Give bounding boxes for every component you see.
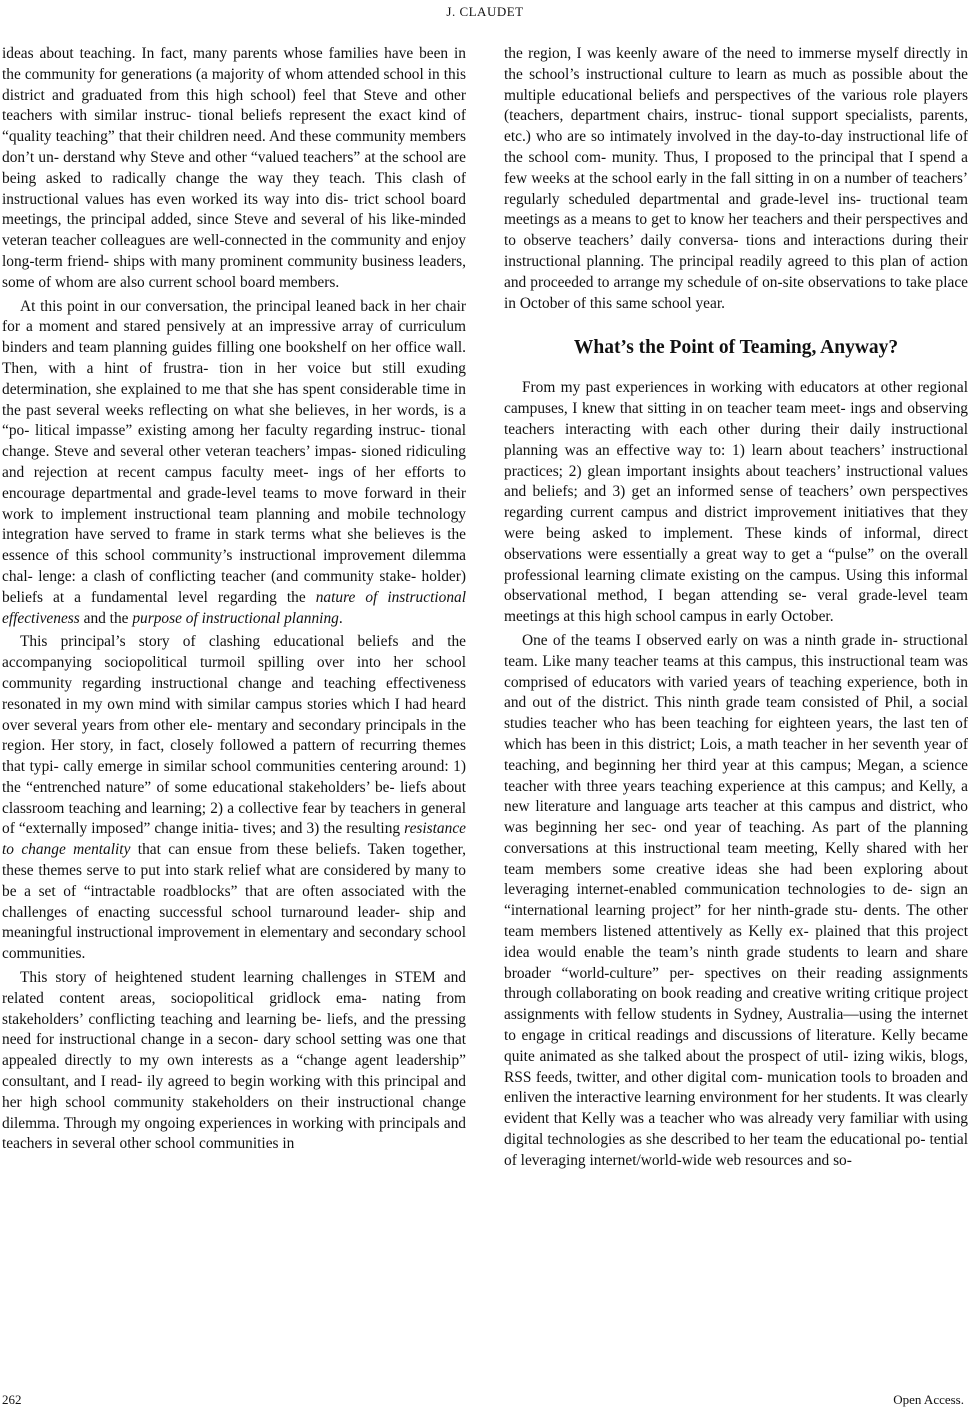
running-head: J. CLAUDET: [446, 4, 524, 19]
paragraph: [2, 632, 466, 965]
right-column: [504, 44, 968, 1172]
paragraph: This story of heightened student learning challenges in STEM and related content areas, sociopolitical gridlock ema- nating from stakeholders’ conflicting teaching and learning be- liefs, and the pressing need for instructional change in a secon- dary school setting was one that appealed directly to my own interests as a “change agent leadership” consultant, and I read- ily agreed to begin working with this principal and her high school community stakeholders on their instructional change dilemma. Through my ongoing experiences in working with principals and teachers in several other school communities in: [2, 969, 466, 1153]
paragraph-text: and the: [79, 609, 133, 627]
section-heading: What’s the Point of Teaming, Anyway?: [573, 337, 899, 359]
emphasis-text: purpose of instructional planning: [132, 609, 339, 627]
emphasis-text: resistance to change mentality: [2, 820, 466, 859]
paragraph-text: At this point in our conversation, the principal leaned back in her chair for a moment and stared pensively at an impressive array of curriculum binders and team planning guides filling one bookshelf on her office wall. Then, with a hint of frustra- tion in her voice but still exuding determination, she explained to me that she has spent considerable time in the past several weeks reflecting on what she believes, in her words, is a “po- litical impasse” existing among her faculty regarding instruc- tional change. Steve and several other veteran teachers’ impas- sioned ridiculing and rejection at recent campus faculty meet- ings of her efforts to encourage departmental and grade-level teams to move forward in their work to implement instructional team planning and mobile technology integration have served to frame in stark terms what she believes is the essence of this school community’s instructional improvement dilemma chal- lenge: a clash of conflicting teacher (and community stake- holder) beliefs at a fundamental level regarding the: [2, 297, 466, 606]
paragraph: the region, I was keenly aware of the need to immerse myself directly in the school’s instructional culture to learn as much as possible about the multiple educational beliefs and perspectives of the various role players (teachers, department chairs, instruc- tional support specialists, parents, etc.) who are so intimately involved in the day-to-day instructional life of the school com- munity. Thus, I proposed to the principal that I spend a few weeks at the school early in the fall sitting in on a number of teachers’ regularly scheduled departmental and grade-level ins- tructional team meetings as a means to get to know her teachers and their perspectives and to observe teachers’ daily conversa- tions and interactions during their instructional planning. The principal readily agreed to this plan of action and proceeded to arrange my schedule of on-site observations to take place in October of this same school year.: [504, 45, 968, 312]
left-column: [2, 44, 466, 1155]
paragraph: [2, 297, 466, 630]
publisher-label: Open Access.: [893, 1392, 964, 1407]
paragraph: ideas about teaching. In fact, many parents whose families have been in the community for generations (a majority of whom attended school in this district and graduated from this high school) feel that Steve and other teachers with similar instruc- tional beliefs represent the exact kind of “quality teaching” that their children need. And these community members don’t un- derstand why Steve and other “valued teachers” at the school are being asked to radically change the way they teach. This clash of instructional values has even worked its way into dis- trict school board meetings, the principal added, since Steve and several of his like-minded veteran teacher colleagues are well-connected in the community and enjoy long-term friend- ships with many prominent community business leaders, some of whom are also current school board members.: [2, 45, 466, 291]
page-number: 262: [2, 1392, 22, 1407]
paragraph-text: that can ensue from these beliefs. Taken together, these themes serve to put into stark relief what are considered by many to be a set of “intractable roadblocks” that are often associated with the challenges of enacting successful school turnaround leader- ship and meaningful instructional improvement in elementary and secondary school communities.: [2, 841, 466, 963]
emphasis-text: nature of instructional effectiveness: [2, 588, 466, 627]
paragraph: One of the teams I observed early on was a ninth grade in- structional team. Like many teacher teams at this campus, this instructional team was comprised of educators with varied years of teaching experience, both in and out of the district. This ninth grade team consisted of Phil, a social studies teacher who has been teaching for eighteen years, the last ten of which has been in this district; Lois, a math teacher in her seventh year of teaching, and beginning her third year at this campus; Megan, a science teacher with three years teaching experience at this campus; and Kelly, a new literature and language arts teacher at this campus and district, who was beginning her sec- ond year of teaching. As part of the planning conversations at this instructional team meeting, Kelly shared with her team members some creative ideas she had been exploring about leveraging internet-enabled communication technologies to de- sign an “international learning project” for her ninth-grade stu- dents. The other team members listened attentively as Kelly ex- plained that this project idea would enable the team’s ninth grade students to learn and share broader “world-culture” per- spectives on their reading assignments through collaborating on book reading and creative writing critique project assignments with fellow students in Sydney, Australia—using the internet to engage in critical readings and discussions of literature. Kelly became quite animated as she talked about the prospect of util- izing wikis, blogs, RSS feeds, twitter, and other digital com- munication tools to broaden and enliven the interactive learning environment for her students. It was clearly evident that Kelly was a teacher who was already very familiar with using digital technologies as she described to her team the educational po- tential of leveraging internet/world-wide web resources and so-: [504, 631, 968, 1169]
paragraph-text: .: [338, 609, 343, 627]
paragraph-text: This principal’s story of clashing educational beliefs and the accompanying sociopolitical turmoil spilling over into her school community regarding instructional change and teaching effectiveness resonated in my own mind with similar campus stories which I had heard over several years from other ele- mentary and secondary principals in the region. Her story, in fact, closely followed a pattern of recurring themes that typi- cally emerge in similar school communities centering around: 1) the “entrenched nature” of some educational stakeholders’ be- liefs about classroom teaching and learning; 2) a collective fear by teachers in general of “externally imposed” change initia- tives; and 3) the resulting: [2, 633, 466, 838]
paragraph: From my past experiences in working with educators at other regional campuses, I knew that sitting in on teacher team meet- ings and observing teachers interacting with each other during their daily instructional planning was an effective way to: 1) learn about teachers’ instructional practices; 2) glean important insights about teachers’ instructional values and beliefs; and 3) get an informed sense of teachers’ own perspectives regarding current campus and district improvement initiatives that they were being asked to implement. These kinds of informal, direct observations were essentially a great way to get a “pulse” on the overall professional learning climate existing on the campus. Using this informal observational method, I began attending se- veral grade-level team meetings at this high school campus in early October.: [504, 379, 968, 626]
